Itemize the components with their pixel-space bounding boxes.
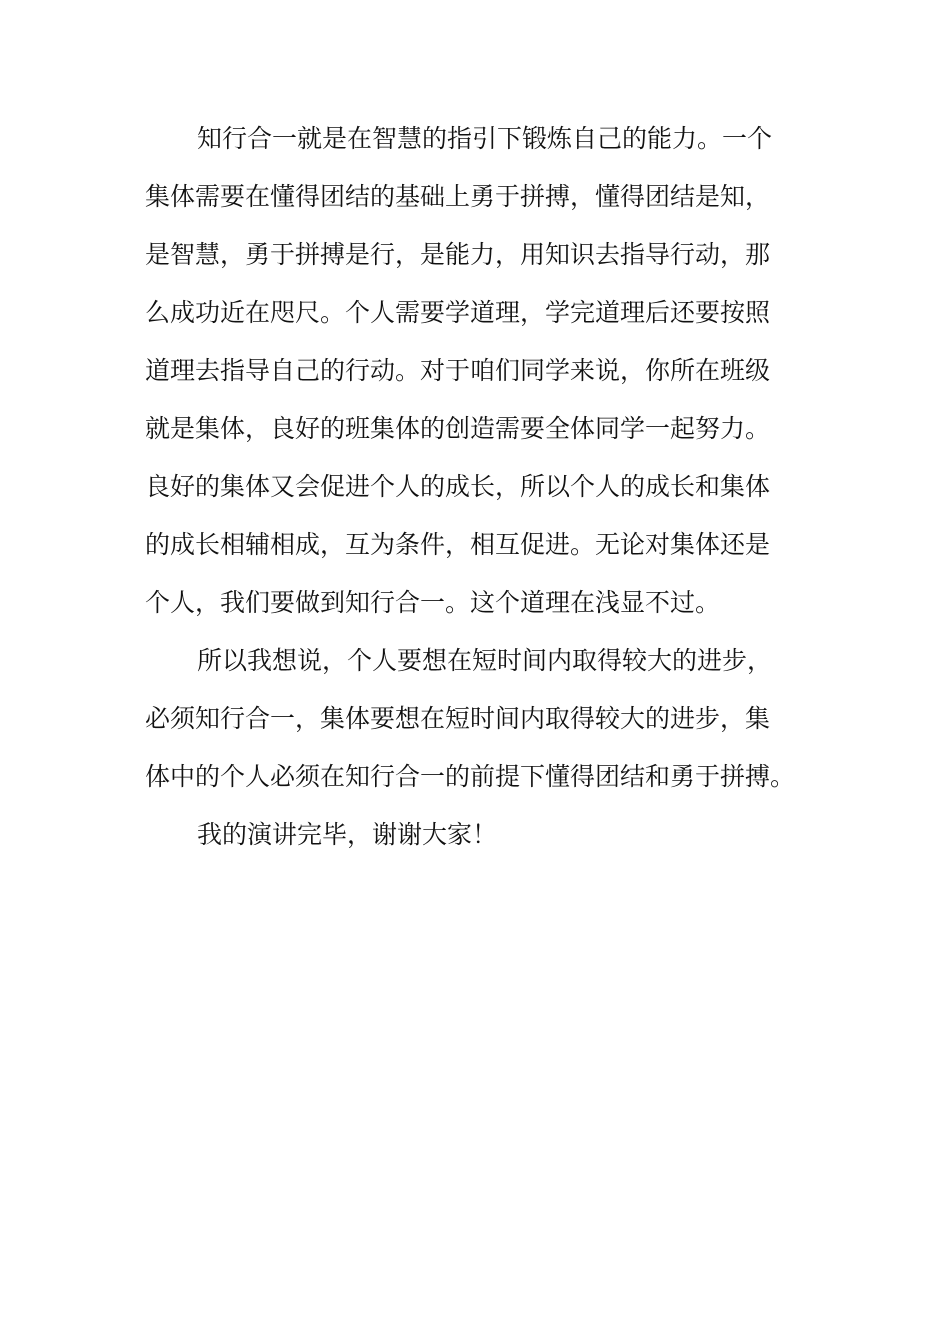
paragraph-1-line-9: 个人，我们要做到知行合一。这个道理在浅显不过。 — [145, 588, 721, 617]
paragraph-2-line-2: 必须知行合一，集体要想在短时间内取得较大的进步，集 — [145, 704, 771, 733]
paragraph-1-line-7: 良好的集体又会促进个人的成长，所以个人的成长和集体 — [145, 472, 771, 501]
closing-line: 我的演讲完毕，谢谢大家！ — [197, 820, 498, 849]
paragraph-1-line-2: 集体需要在懂得团结的基础上勇于拼搏，懂得团结是知， — [145, 182, 771, 211]
paragraph-2-line-1: 所以我想说，个人要想在短时间内取得较大的进步， — [197, 646, 773, 675]
paragraph-1-line-4: 么成功近在咫尺。个人需要学道理，学完道理后还要按照 — [145, 298, 771, 327]
speech-body — [145, 110, 807, 864]
paragraph-1-line-1: 知行合一就是在智慧的指引下锻炼自己的能力。一个 — [197, 124, 773, 153]
paragraph-1-line-3: 是智慧，勇于拼搏是行，是能力，用知识去指导行动，那 — [145, 240, 771, 269]
paragraph-1-line-6: 就是集体，良好的班集体的创造需要全体同学一起努力。 — [145, 414, 771, 443]
paragraph-1-line-8: 的成长相辅相成，互为条件，相互促进。无论对集体还是 — [145, 530, 771, 559]
paragraph-2-line-3: 体中的个人必须在知行合一的前提下懂得团结和勇于拼搏。 — [145, 762, 796, 791]
paragraph-1-line-5: 道理去指导自己的行动。对于咱们同学来说，你所在班级 — [145, 356, 771, 385]
